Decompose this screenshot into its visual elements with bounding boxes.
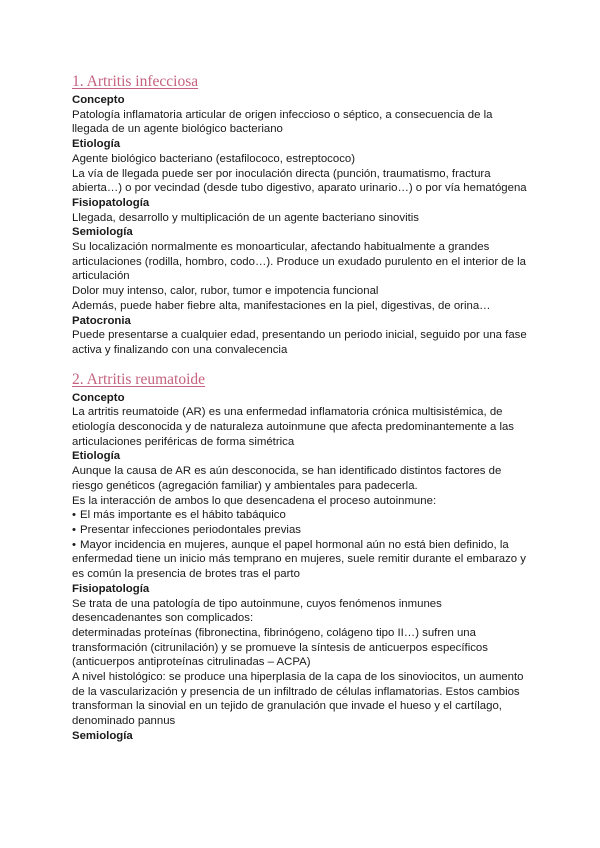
section-title: 2. Artritis reumatoide	[72, 370, 206, 388]
heading-etiologia: Etiología	[72, 138, 121, 151]
paragraph: Se trata de una patología de tipo autoinmune, cuyos fenómenos inmunes desencadenantes son complicados:	[72, 597, 442, 625]
paragraph: determinadas proteínas (fibronectina, fibrinógeno, colágeno tipo II…) sufren una transformación (citrunilación) y se promueve la síntesis de anticuerpos específicos (anticuerpos antiproteínas citrulinadas – ACPA)	[72, 626, 488, 669]
paragraph: La vía de llegada puede ser por inoculación directa (punción, traumatismo, fractura abierta…) o por vecindad (desde tubo digestivo, aparato urinario…) o por vía hematógena	[72, 167, 527, 195]
heading-etiologia: Etiología	[72, 450, 121, 463]
heading-concepto: Concepto	[72, 94, 125, 106]
bullet-item: • Presentar infecciones periodontales previas	[72, 523, 532, 538]
heading-semiologia: Semiología	[72, 226, 133, 239]
paragraph: Agente biológico bacteriano (estafilococo, estreptococo)	[72, 152, 356, 165]
paragraph: Además, puede haber fiebre alta, manifestaciones en la piel, digestivas, de orina…	[72, 299, 491, 312]
bullet-item: • Mayor incidencia en mujeres, aunque el papel hormonal aún no está bien definido, la enfermedad tiene un inicio más temprano en mujeres, suele remitir durante el embarazo y es común la presencia de brotes tras el parto	[72, 538, 532, 582]
section-artritis-reumatoide	[72, 370, 532, 744]
paragraph: Es la interacción de ambos lo que desencadena el proceso autoinmune:	[72, 494, 437, 507]
heading-fisiopatologia: Fisiopatología	[72, 582, 150, 595]
paragraph: Dolor muy intenso, calor, rubor, tumor e impotencia funcional	[72, 285, 379, 298]
paragraph: Llegada, desarrollo y multiplicación de un agente bacteriano sinovitis	[72, 211, 419, 224]
heading-semiologia: Semiología	[72, 729, 133, 742]
paragraph: A nivel histológico: se produce una hiperplasia de la capa de los sinoviocitos, un aumento de la vascularización y presencia de un infiltrado de células inflamatorias. Estos cambios transforman la sinovial en un tejido de granulación que invade el hueso y el cartílago, denominado pannus	[72, 671, 524, 728]
paragraph: La artritis reumatoide (AR) es una enfermedad inflamatoria crónica multisistémica, de etiología desconocida y de naturaleza autoinmune que afecta predominantemente a las articulaciones periféricas de forma simétrica	[72, 406, 515, 448]
paragraph: Patología inflamatoria articular de origen infeccioso o séptico, a consecuencia de la llegada de un agente biológico bacteriano	[72, 108, 493, 136]
document-page	[72, 72, 532, 744]
heading-patocronia: Patocronia	[72, 314, 131, 327]
heading-concepto: Concepto	[72, 391, 125, 404]
section-title: 1. Artritis infecciosa	[72, 73, 199, 90]
paragraph: Aunque la causa de AR es aún desconocida, se han identificado distintos factores de riesgo genéticos (agregación familiar) y ambientales para padecerla.	[72, 465, 502, 492]
paragraph: Puede presentarse a cualquier edad, presentando un periodo inicial, seguido por una fase activa y finalizando con una convalecencia	[72, 329, 527, 356]
paragraph: Su localización normalmente es monoarticular, afectando habitualmente a grandes articulaciones (rodilla, hombro, codo…). Produce un exudado purulento en el interior de la articulación	[72, 241, 526, 283]
bullet-item: • El más importante es el hábito tabáquico	[72, 508, 532, 523]
section-artritis-infecciosa	[72, 72, 532, 358]
heading-fisiopatologia: Fisiopatología	[72, 196, 150, 209]
